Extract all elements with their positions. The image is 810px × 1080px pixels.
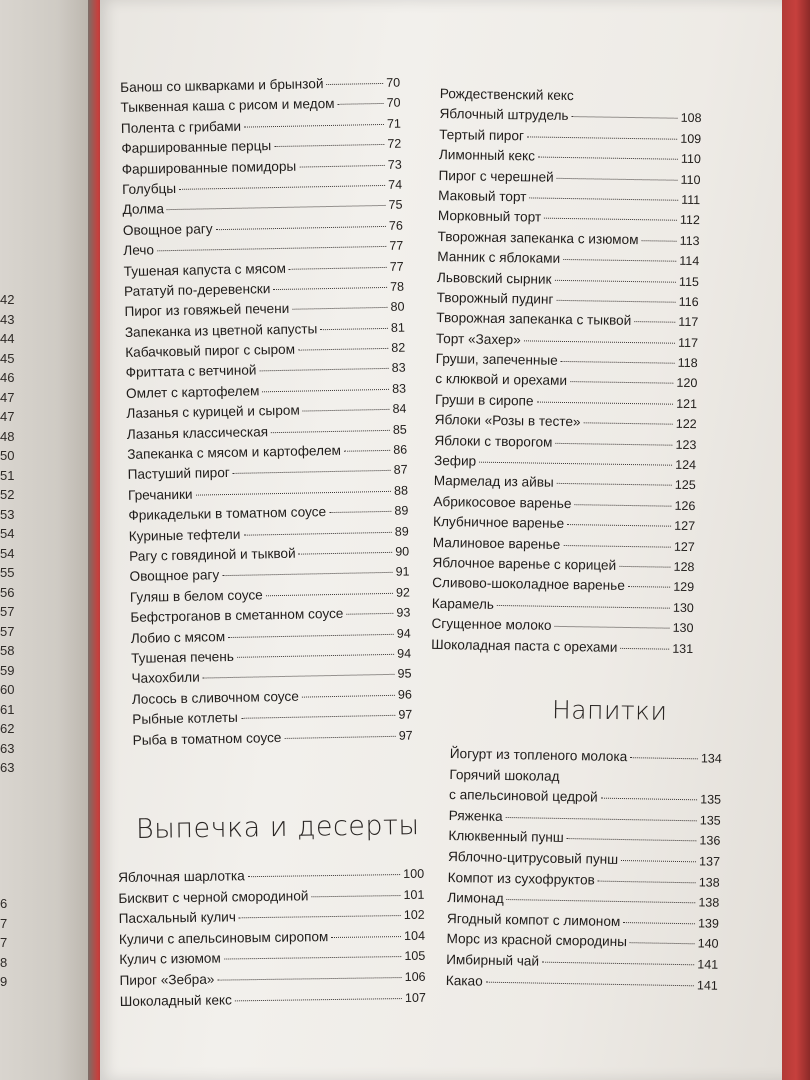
dot-leader: [320, 328, 388, 330]
dot-leader: [233, 470, 391, 474]
toc-entry-title: Ягодный компот с лимоном: [446, 910, 621, 929]
toc-entry-title: Кабачковый пирог с сыром: [125, 341, 296, 361]
dot-leader: [563, 545, 671, 548]
toc-entry-title: Рыба в томатном соусе: [132, 729, 282, 748]
toc-entry-title: Яблоки с творогом: [434, 432, 553, 450]
toc-entry-title: Рождественский кекс: [439, 85, 574, 104]
dot-leader: [326, 83, 383, 85]
left-page-number: 56: [0, 584, 15, 600]
toc-entry-page: 110: [680, 172, 701, 187]
left-page-number: 63: [0, 760, 15, 775]
left-page-number: 7: [0, 915, 8, 931]
toc-entry-title: Гуляш в белом соусе: [129, 587, 263, 605]
left-page-number: 57: [0, 623, 15, 639]
dot-leader: [243, 531, 392, 535]
dot-leader: [222, 572, 392, 576]
left-page-number: 44: [0, 331, 15, 346]
toc-entry-title: Манник с яблоками: [437, 249, 561, 267]
toc-entry-title: Морковный торт: [437, 208, 542, 225]
toc-entry-page: 110: [680, 151, 701, 167]
dot-leader: [266, 593, 393, 596]
toc-entry-page: 70: [386, 96, 401, 111]
toc-entry-page: 93: [396, 605, 411, 620]
toc-entry-title: Пирог с черешней: [438, 167, 554, 185]
book-cover-edge: [782, 0, 810, 1080]
dot-leader: [628, 586, 670, 588]
dot-leader: [556, 300, 675, 303]
toc-entry-page: 111: [681, 192, 701, 208]
toc-entry-page: 125: [674, 478, 696, 493]
toc-entry-page: 108: [680, 111, 702, 126]
left-page-number: 7: [0, 935, 8, 950]
toc-entry-page: 80: [390, 299, 405, 315]
toc-entry-title: Морс из красной смородины: [446, 931, 628, 950]
toc-entry-page: 73: [387, 157, 402, 172]
left-page-number: 57: [0, 604, 15, 619]
dot-leader: [630, 757, 698, 759]
dot-leader: [298, 348, 388, 351]
section-heading-baking: Выпечка и десерты: [135, 810, 420, 845]
toc-entry-page: 77: [389, 259, 404, 274]
toc-entry-title: Фриттата с ветчиной: [125, 362, 257, 381]
left-page-number: 45: [0, 350, 15, 366]
left-page-number: 47: [0, 409, 15, 424]
toc-entry-title: Пасхальный кулич: [118, 909, 237, 927]
dot-leader: [259, 368, 388, 371]
left-page-number: 52: [0, 487, 15, 502]
toc-entry-title: Зефир: [433, 452, 477, 469]
toc-entry-title: Лобио с мясом: [130, 628, 226, 646]
toc-entry-page: 83: [391, 381, 407, 396]
left-page-number: 62: [0, 721, 15, 736]
left-page-number: 59: [0, 662, 15, 678]
toc-entry-page: 127: [674, 518, 696, 534]
toc-entry-title: Мармелад из айвы: [433, 473, 554, 491]
toc-entry-title: Яблочный штрудель: [439, 106, 569, 124]
toc-entry-page: 97: [398, 728, 413, 743]
toc-entry-title: Шоколадный кекс: [119, 991, 232, 1009]
left-page-number: 43: [0, 311, 15, 327]
toc-entry-title: Полента с грибами: [120, 118, 242, 136]
toc-entry-page: 102: [403, 907, 425, 923]
dot-leader: [572, 116, 678, 119]
toc-entry-page: 136: [699, 833, 721, 849]
dot-leader: [235, 998, 402, 1001]
dot-leader: [237, 654, 394, 658]
toc-entry-page: 130: [672, 600, 694, 615]
dot-leader: [241, 715, 396, 719]
toc-entry-title: Долма: [122, 201, 165, 218]
toc-entry-page: 116: [678, 294, 699, 309]
toc-entry-title: Рыбные котлеты: [132, 709, 239, 727]
toc-entry-title: Куриные тефтели: [128, 526, 241, 544]
dot-leader: [567, 838, 697, 841]
toc-entry-title: Горячий шоколад: [449, 766, 560, 784]
toc-entry-title: Фаршированные перцы: [121, 138, 272, 157]
left-page-number: 42: [0, 292, 15, 307]
toc-entry-title: Шоколадная паста с орехами: [431, 636, 618, 655]
dot-leader: [224, 956, 402, 959]
toc-entry-page: 135: [699, 813, 721, 828]
toc-entry-page: 86: [393, 442, 408, 457]
left-page-number: 61: [0, 701, 15, 717]
toc-entry-title: Яблочная шарлотка: [118, 868, 245, 885]
toc-entry-page: 88: [393, 483, 409, 498]
dot-leader: [329, 511, 391, 513]
left-page-number: 63: [0, 740, 15, 756]
dot-leader: [529, 197, 678, 200]
dot-leader: [344, 450, 390, 452]
toc-entry-page: 94: [397, 646, 412, 661]
dot-leader: [346, 613, 393, 615]
toc-entry-title: Лазанья с курицей и сыром: [126, 402, 300, 422]
dot-leader: [302, 695, 395, 698]
dot-leader: [561, 361, 675, 364]
dot-leader: [598, 880, 696, 883]
toc-column-desserts: [431, 84, 702, 659]
dot-leader: [601, 798, 698, 801]
toc-entry-title: Запеканка с мясом и картофелем: [127, 442, 342, 462]
toc-entry-title: Йогурт из топленого молока: [449, 745, 628, 765]
toc-entry-title: Карамель: [431, 595, 495, 612]
left-page-number: 50: [0, 448, 15, 463]
left-page-number: 53: [0, 506, 15, 522]
dot-leader: [555, 442, 672, 445]
left-page-number: 55: [0, 565, 15, 580]
toc-entry-title: Какао: [445, 972, 483, 989]
toc-entry-page: 91: [395, 564, 410, 580]
dot-leader: [538, 157, 678, 160]
toc-entry-page: 104: [404, 928, 426, 943]
dot-leader: [557, 483, 672, 486]
dot-leader: [244, 124, 384, 128]
toc-entry-title: Творожная запеканка с изюмом: [437, 228, 639, 247]
toc-entry-page: 105: [404, 949, 426, 964]
toc-entry-page: 106: [404, 969, 426, 984]
dot-leader: [554, 626, 669, 629]
toc-column-main-dishes: [120, 73, 413, 751]
toc-entry-page: 95: [397, 666, 412, 682]
toc-entry-page: 77: [389, 238, 404, 253]
toc-entry-title: Маковый торт: [438, 187, 527, 205]
toc-entry-title: с апельсиновой цедрой: [448, 787, 598, 805]
toc-entry-title: Клюквенный пунш: [448, 828, 564, 846]
dot-leader: [157, 246, 386, 251]
left-page: [0, 0, 96, 1080]
dot-leader: [567, 524, 671, 527]
toc-entry-title: Бефстроганов в сметанном соусе: [130, 605, 344, 626]
dot-leader: [557, 177, 678, 180]
toc-entry-title: Лимонад: [447, 890, 504, 907]
dot-leader: [563, 259, 676, 262]
left-page-numbers-lower: [0, 894, 30, 992]
toc-entry-page: 90: [395, 544, 410, 559]
toc-entry-page: 126: [674, 498, 696, 513]
left-page-number: 9: [0, 974, 8, 989]
toc-entry-page: 89: [394, 503, 409, 519]
toc-column-baking: [118, 864, 426, 1012]
dot-leader: [570, 382, 673, 385]
toc-entry-title: Абрикосовое варенье: [433, 493, 572, 511]
toc-entry-title: Творожная запеканка с тыквой: [436, 310, 632, 329]
toc-entry-title: Малиновое варенье: [432, 534, 561, 552]
toc-entry-page: 84: [392, 401, 407, 417]
dot-leader: [284, 735, 395, 738]
toc-entry-title: Лазанья классическая: [126, 423, 269, 442]
toc-entry-page: 107: [404, 990, 426, 1005]
dot-leader: [555, 279, 676, 282]
toc-entry-title: Компот из сухофруктов: [447, 869, 595, 888]
toc-entry-title: с клюквой и орехами: [435, 371, 568, 389]
dot-leader: [506, 817, 697, 821]
toc-entry-title: Творожный пудинг: [436, 289, 554, 307]
left-page-number: 60: [0, 682, 15, 697]
left-page-number: 48: [0, 428, 15, 444]
toc-entry-title: Омлет с картофелем: [125, 383, 260, 401]
left-page-number: 54: [0, 526, 15, 541]
dot-leader: [527, 136, 677, 139]
dot-leader: [273, 287, 387, 290]
toc-entry-title: Пирог «Зебра»: [119, 971, 215, 988]
toc-entry-page: 141: [696, 977, 718, 993]
toc-entry-page: 85: [392, 422, 407, 437]
toc-entry-page: 138: [698, 895, 720, 910]
toc-entry-title: Груши в сиропе: [434, 391, 534, 409]
toc-entry-page: 113: [679, 233, 700, 248]
toc-entry-title: Бисквит с черной смородиной: [118, 887, 309, 906]
left-page-number: 8: [0, 954, 8, 970]
left-page-number: 47: [0, 389, 15, 405]
toc-entry-page: 109: [680, 131, 702, 146]
toc-entry-title: Пастуший пирог: [127, 465, 230, 483]
toc-entry-page: 137: [699, 854, 721, 869]
toc-entry-title: Голубцы: [121, 180, 177, 197]
toc-entry-title: Клубничное варенье: [433, 514, 565, 532]
dot-leader: [179, 185, 385, 190]
toc-entry-page: 87: [393, 462, 408, 478]
toc-entry-page: 82: [391, 340, 406, 355]
toc-entry: [120, 987, 426, 1012]
dot-leader: [583, 423, 672, 425]
toc-entry-title: Куличи с апельсиновым сиропом: [118, 928, 329, 947]
dot-leader: [574, 504, 671, 507]
toc-entry-title: Чахохбили: [131, 669, 200, 687]
dot-leader: [479, 462, 672, 466]
toc-entry-page: 83: [391, 361, 406, 376]
left-page-number: 6: [0, 896, 8, 911]
toc-entry-page: 74: [388, 177, 403, 192]
toc-entry-title: Тертый пирог: [439, 126, 525, 144]
toc-entry-title: Рагу с говядиной и тыквой: [129, 545, 296, 564]
toc-entry-title: Ряженка: [448, 807, 503, 824]
dot-leader: [311, 895, 400, 897]
toc-entry-page: 124: [675, 457, 697, 473]
toc-entry-title: Яблоки «Розы в тесте»: [434, 412, 581, 430]
toc-entry-page: 127: [673, 539, 695, 554]
dot-leader: [338, 103, 384, 105]
dot-leader: [196, 491, 392, 496]
toc-entry-page: 114: [679, 253, 700, 269]
toc-entry-page: 121: [676, 396, 698, 411]
dot-leader: [620, 647, 669, 649]
dot-leader: [486, 981, 694, 986]
toc-entry-page: 112: [679, 213, 700, 228]
toc-entry-title: Сливово-шоколадное варенье: [432, 575, 625, 594]
toc-entry-title: Рататуй по-деревенски: [123, 281, 271, 299]
toc-column-drinks: [446, 744, 722, 996]
toc-entry-page: 135: [700, 792, 722, 807]
toc-entry-title: Пирог из говяжьей печени: [124, 301, 290, 320]
toc-entry-title: Яблочное варенье с корицей: [432, 554, 617, 573]
dot-leader: [542, 962, 694, 966]
toc-entry-title: Лечо: [123, 242, 155, 259]
left-page-numbers: [0, 290, 30, 778]
toc-entry: [431, 634, 693, 659]
toc-entry-title: Груши, запеченные: [435, 351, 558, 368]
dot-leader: [331, 936, 401, 938]
toc-entry-page: 130: [672, 620, 694, 636]
dot-leader: [289, 266, 387, 269]
toc-entry-title: Кулич с изюмом: [119, 950, 221, 968]
toc-entry-title: Фаршированные помидоры: [121, 158, 297, 177]
toc-entry-page: 101: [403, 887, 425, 902]
left-page-number: 54: [0, 545, 15, 561]
dot-leader: [619, 566, 670, 568]
dot-leader: [217, 977, 401, 981]
toc-entry-title: Фрикадельки в томатном соусе: [128, 504, 327, 524]
toc-entry-page: 76: [388, 218, 404, 233]
dot-leader: [621, 860, 696, 862]
toc-entry-title: Тушеная печень: [130, 648, 234, 666]
toc-entry-page: 78: [390, 279, 405, 294]
toc-entry-page: 92: [395, 585, 411, 600]
dot-leader: [303, 409, 390, 412]
section-heading-drinks: Напитки: [551, 695, 668, 726]
toc-entry-title: Яблочно-цитрусовый пунш: [447, 848, 619, 867]
toc-entry-page: 134: [700, 751, 722, 766]
dot-leader: [623, 922, 695, 924]
dot-leader: [630, 943, 695, 945]
toc-entry-title: Запеканка из цветной капусты: [124, 320, 318, 340]
toc-entry-page: 117: [678, 315, 699, 330]
dot-leader: [228, 633, 394, 637]
dot-leader: [239, 915, 401, 918]
toc-entry-page: 72: [387, 136, 402, 152]
dot-leader: [262, 389, 389, 392]
toc-entry-page: 75: [388, 197, 403, 213]
toc-entry-page: 96: [397, 687, 413, 702]
left-page-number: 51: [0, 467, 15, 483]
toc-entry-page: 141: [697, 957, 719, 972]
toc-entry-title: Имбирный чай: [446, 951, 540, 969]
toc-entry-page: 81: [390, 320, 405, 335]
toc-entry-page: 129: [673, 580, 695, 595]
toc-entry-page: 140: [697, 936, 719, 952]
toc-entry-page: 94: [396, 626, 411, 641]
dot-leader: [641, 240, 676, 242]
dot-leader: [299, 552, 393, 555]
left-page-number: 46: [0, 370, 15, 385]
toc-entry-title: Тушеная капуста с мясом: [123, 260, 286, 279]
toc-entry-title: Сгущенное молоко: [431, 616, 552, 633]
toc-entry-page: 120: [676, 376, 698, 391]
toc-entry-title: Гречаники: [127, 486, 193, 503]
toc-entry-page: 71: [386, 116, 402, 131]
dot-leader: [577, 97, 699, 99]
dot-leader: [274, 144, 384, 147]
dot-leader: [248, 874, 401, 877]
toc-entry-page: 118: [677, 355, 698, 371]
left-page-number: 58: [0, 643, 15, 658]
dot-leader: [299, 164, 385, 167]
toc-entry-page: 131: [672, 641, 694, 656]
toc-entry-page: 139: [697, 916, 720, 931]
toc-entry-page: 138: [698, 874, 720, 890]
toc-entry-page: 128: [673, 559, 695, 575]
dot-leader: [167, 205, 386, 210]
toc-entry-title: Львовский сырник: [436, 269, 552, 287]
dot-leader: [634, 321, 675, 323]
dot-leader: [271, 430, 390, 433]
toc-entry-title: Торт «Захер»: [435, 330, 521, 347]
toc-entry-title: Лимонный кекс: [438, 147, 536, 164]
dot-leader: [537, 401, 674, 404]
toc-entry-page: 122: [675, 416, 697, 432]
dot-leader: [524, 340, 675, 343]
toc-entry-title: Банош со шкварками и брынзой: [120, 76, 324, 95]
toc-entry-title: Овощное рагу: [129, 567, 220, 585]
dot-leader: [216, 226, 386, 230]
toc-entry-title: Тыквенная каша с рисом и медом: [120, 96, 335, 116]
dot-leader: [203, 674, 395, 679]
toc-entry-page: 89: [394, 524, 409, 539]
toc-entry-page: 115: [678, 274, 700, 289]
dot-leader: [544, 218, 677, 221]
toc-entry-page: 97: [398, 707, 413, 722]
toc-entry-page: 100: [403, 866, 425, 882]
dot-leader: [563, 778, 719, 781]
dot-leader: [292, 307, 387, 310]
toc-entry-page: 123: [675, 437, 697, 452]
toc-entry-title: Лосось в сливочном соусе: [131, 688, 299, 707]
toc-entry-title: Овощное рагу: [122, 220, 213, 238]
dot-leader: [507, 899, 696, 903]
toc-entry-page: 117: [677, 335, 699, 350]
toc-entry-page: 70: [386, 75, 401, 90]
dot-leader: [497, 605, 670, 609]
